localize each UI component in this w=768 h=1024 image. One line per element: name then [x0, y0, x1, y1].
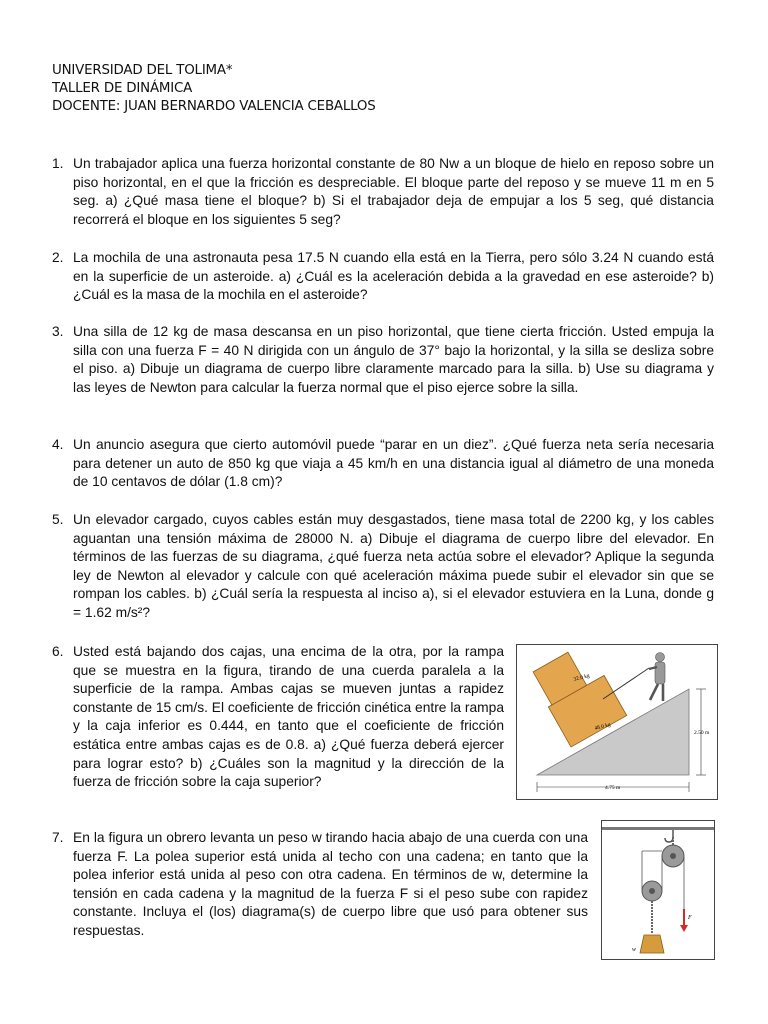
problem-text: La mochila de una astronauta pesa 17.5 N cuando ella está en la Tierra, pero sólo 3.24 N cuando está en la superficie de un asteroide. a) ¿Cuál es la aceleración debida a la gravedad en ese asteroide? b) ¿Cuál es la masa de la mochila en el asteroide? — [73, 250, 714, 303]
problem-5 — [52, 511, 714, 623]
height-label: 2.50 m — [694, 730, 710, 736]
base-label: 4.75 m — [605, 785, 621, 791]
ramp-figure — [516, 644, 718, 800]
problem-1 — [52, 155, 714, 229]
problem-number: 6. — [52, 644, 64, 659]
document-header — [52, 62, 376, 116]
problem-number: 5. — [52, 512, 64, 527]
problem-7 — [52, 829, 588, 941]
pulley-figure — [601, 820, 715, 960]
problem-number: 4. — [52, 437, 64, 452]
course-title: TALLER DE DINÁMICA — [52, 81, 193, 96]
upper-box-label: 32.0 kg — [572, 672, 591, 683]
worker-icon — [649, 653, 665, 702]
weight-icon — [640, 935, 664, 953]
problem-2 — [52, 249, 714, 305]
problem-3 — [52, 323, 714, 397]
problem-text: En la figura un obrero levanta un peso w tirando hacia abajo de una cuerda con una fuerza F. La polea superior está unida al techo con una cadena; en tanto que la polea inferior está unida al peso con otra cadena. En términos de w, determine la tensión en cada cadena y la magnitud de la fuerza F si el peso sube con rapidez constante. Incluya el (los) diagrama(s) de cuerpo libre que usó para obtener sus respuestas. — [73, 830, 588, 938]
problem-number: 1. — [52, 156, 64, 171]
problem-text: Un trabajador aplica una fuerza horizontal constante de 80 Nw a un bloque de hielo en reposo sobre un piso horizontal, en el que la fricción es despreciable. El bloque parte del reposo y se mueve 11 m en 5 seg. a) ¿Qué masa tiene el bloque? b) Si el trabajador deja de empujar a los 5 seg, qué distancia recorrerá el bloque en los siguientes 5 seg? — [73, 156, 714, 227]
problem-4 — [52, 436, 714, 492]
problem-number: 3. — [52, 324, 64, 339]
problem-6 — [52, 643, 504, 792]
ramp-diagram — [517, 645, 717, 799]
problem-number: 2. — [52, 250, 64, 265]
weight-label: w — [632, 947, 637, 953]
problem-text: Un anuncio asegura que cierto automóvil puede “parar en un diez”. ¿Qué fuerza neta sería necesaria para detener un auto de 850 kg que viaja a 45 km/h en una distancia igual al diámetro de una moneda de 10 centavos de dólar (1.8 cm)? — [73, 437, 714, 490]
teacher-name: DOCENTE: JUAN BERNARDO VALENCIA CEBALLOS — [52, 99, 376, 114]
rope — [603, 668, 649, 699]
university-name: UNIVERSIDAD DEL TOLIMA* — [52, 63, 233, 78]
problem-number: 7. — [52, 830, 64, 845]
force-label: F — [688, 915, 692, 921]
problem-text: Un elevador cargado, cuyos cables están muy desgastados, tiene masa total de 2200 kg, y los cables aguantan una tensión máxima de 28000 N. a) Dibuje el diagrama de cuerpo libre del elevador. En términos de las fuerzas de su diagrama, ¿qué fuerza neta actúa sobre el elevador? Aplique la segunda ley de Newton al elevador y calcule con qué aceleración máxima puede subir el elevador sin que se rompan los cables. b) ¿Cuál sería la respuesta al inciso a), si el elevador estuviera en la Luna, donde g = 1.62 m/s²? — [73, 512, 714, 620]
lower-box-label: 48.0 kg — [593, 721, 612, 732]
problem-text: Usted está bajando dos cajas, una encima de la otra, por la rampa que se muestra en la figura, tirando de una cuerda paralela a la superficie de la rampa. Ambas cajas se mueven juntas a rapidez constante de 15 cm/s. El coeficiente de fricción cinética entre la rampa y la caja inferior es 0.444, en tanto que el coeficiente de fricción estática entre ambas cajas es de 0.8. a) ¿Qué fuerza deberá ejercer para lograr esto? b) ¿Cuáles son la magnitud y la dirección de la fuerza de fricción sobre la caja superior? — [73, 644, 504, 790]
ceiling — [602, 827, 714, 830]
pulley-diagram — [602, 821, 714, 959]
problem-text: Una silla de 12 kg de masa descansa en un piso horizontal, que tiene cierta fricción. Usted empuja la silla con una fuerza F = 40 N dirigida con un ángulo de 37° bajo la horizontal, y la silla se desliza sobre el piso. a) Dibuje un diagrama de cuerpo libre claramente marcado para la silla. b) Use su diagrama y las leyes de Newton para calcular la fuerza normal que el piso ejerce sobre la silla. — [73, 324, 714, 395]
hook-icon — [665, 830, 673, 842]
